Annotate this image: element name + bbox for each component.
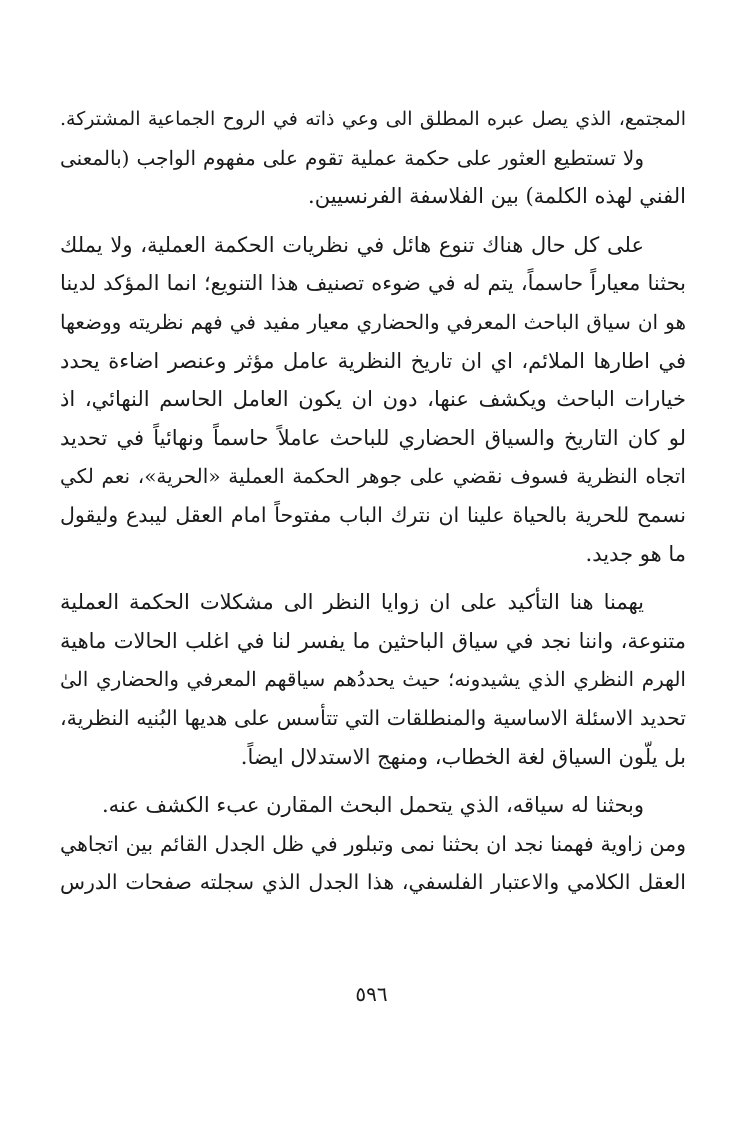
text-line: على كل حال هناك تنوع هائل في نظريات الحكمة العملية، ولا يملك (60, 232, 644, 257)
text-line: ومن زاوية فهمنا نجد ان بحثنا نمى وتبلور في ظل الجدل القائم بين اتجاهي (60, 831, 686, 856)
text-line: وبحثنا له سياقه، الذي يتحمل البحث المقارن عبء الكشف عنه. (101, 793, 644, 818)
text-line: تحديد الاسئلة الاساسية والمنطلقات التي تتأسس على هديها البُنيه النظرية، (60, 705, 686, 730)
text-line: هو ان سياق الباحث المعرفي والحضاري معيار مفيد في فهم نظريته ووضعها (60, 309, 686, 334)
paragraph (60, 100, 686, 216)
paragraph (60, 226, 686, 573)
text-line: ولا تستطيع العثور على حكمة عملية تقوم على مفهوم الواجب (بالمعنى (60, 145, 644, 170)
text-line: الفني لهذه الكلمة) بين الفلاسفة الفرنسيين. (308, 184, 686, 209)
paragraph (60, 786, 686, 902)
text-line: خيارات الباحث ويكشف عنها، دون ان يكون العامل الحاسم النهائي، اذ (60, 387, 686, 412)
paragraph (60, 583, 686, 776)
text-line: يهمنا هنا التأكيد على ان زوايا النظر الى مشكلات الحكمة العملية (60, 590, 644, 615)
body-text (60, 100, 686, 902)
text-line: المجتمع، الذي يصل عبره المطلق الى وعي ذاته في الروح الجماعية المشتركة. (60, 108, 686, 130)
text-line: ما هو جديد. (585, 541, 686, 566)
text-line: لو كان التاريخ والسياق الحضاري للباحث عاملاً حاسماً ونهائياً في تحديد (60, 425, 686, 450)
text-line: اتجاه النظرية فسوف نقضي على جوهر الحكمة العملية «الحرية»، نعم لكي (60, 464, 686, 489)
text-line: بحثنا معياراً حاسماً، يتم له في ضوءه تصنيف هذا التنويع؛ انما المؤكد لدينا (60, 271, 686, 296)
text-line: الهرم النظري الذي يشيدونه؛ حيث يحددُهم سياقهم المعرفي والحضاري الىٰ (60, 667, 686, 692)
text-line: نسمح للحرية بالحياة علينا ان نترك الباب مفتوحاً امام العقل ليبدع وليقول (60, 502, 686, 527)
text-line: العقل الكلامي والاعتبار الفلسفي، هذا الجدل الذي سجلته صفحات الدرس (60, 870, 686, 895)
page-number: ٥٩٦ (355, 982, 388, 1006)
text-line: بل يلّون السياق لغة الخطاب، ومنهج الاستدلال ايضاً. (240, 744, 686, 769)
text-line: متنوعة، واننا نجد في سياق الباحثين ما يفسر لنا في اغلب الحالات ماهية (60, 628, 686, 653)
text-line: في اطارها الملائم، اي ان تاريخ النظرية عامل مؤثر وعنصر اضاءة يحدد (60, 348, 686, 373)
